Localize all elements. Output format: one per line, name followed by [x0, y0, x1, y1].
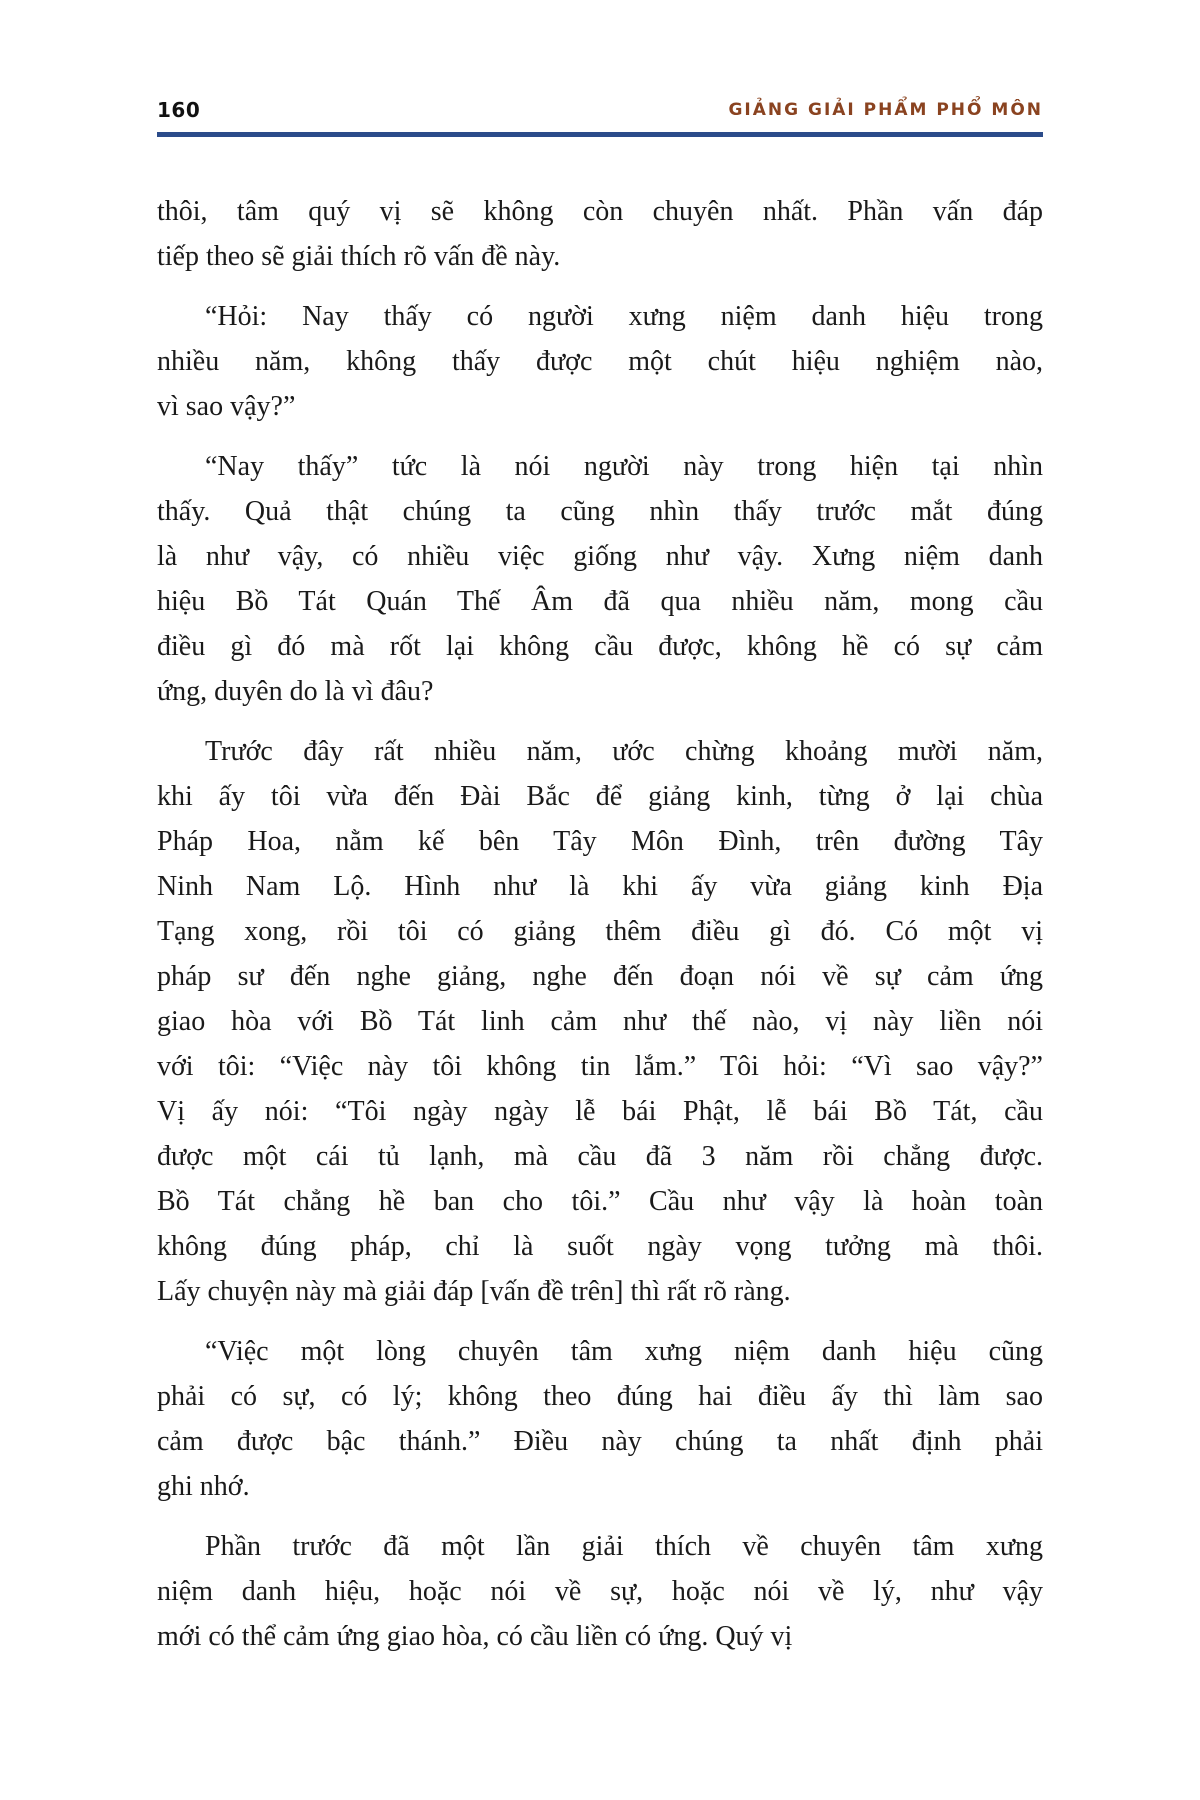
text-line: thấy. Quả thật chúng ta cũng nhìn thấy trước mắt đúng — [157, 496, 1043, 527]
paragraph — [157, 444, 1043, 714]
text-line: Ninh Nam Lộ. Hình như là khi ấy vừa giảng kinh Địa — [157, 871, 1043, 902]
text-line: là như vậy, có nhiều việc giống như vậy. Xưng niệm danh — [157, 541, 1043, 572]
paragraph — [157, 189, 1043, 279]
body-text — [157, 189, 1043, 1674]
text-line: nhiều năm, không thấy được một chút hiệu nghiệm nào, — [157, 346, 1043, 377]
text-line: thôi, tâm quý vị sẽ không còn chuyên nhất. Phần vấn đáp — [157, 196, 1043, 227]
text-line: hiệu Bồ Tát Quán Thế Âm đã qua nhiều năm, mong cầu — [157, 586, 1043, 617]
text-line: “Hỏi: Nay thấy có người xưng niệm danh hiệu trong — [205, 301, 1043, 332]
text-line: được một cái tủ lạnh, mà cầu đã 3 năm rồi chẳng được. — [157, 1141, 1043, 1172]
text-line: niệm danh hiệu, hoặc nói về sự, hoặc nói về lý, như vậy — [157, 1576, 1043, 1607]
paragraph — [157, 1329, 1043, 1509]
page-number: 160 — [157, 98, 201, 122]
text-line: không đúng pháp, chỉ là suốt ngày vọng tưởng mà thôi. — [157, 1231, 1043, 1262]
text-line: Phần trước đã một lần giải thích về chuyên tâm xưng — [205, 1531, 1043, 1562]
text-line: Lấy chuyện này mà giải đáp [vấn đề trên] thì rất rõ ràng. — [157, 1276, 791, 1307]
text-line: cảm được bậc thánh.” Điều này chúng ta nhất định phải — [157, 1426, 1043, 1457]
paragraph — [157, 729, 1043, 1314]
text-line: ghi nhớ. — [157, 1471, 250, 1502]
running-header — [157, 96, 1043, 126]
text-line: Pháp Hoa, nằm kế bên Tây Môn Đình, trên đường Tây — [157, 826, 1043, 857]
text-line: phải có sự, có lý; không theo đúng hai điều ấy thì làm sao — [157, 1381, 1043, 1412]
text-line: “Nay thấy” tức là nói người này trong hiện tại nhìn — [205, 451, 1043, 482]
paragraph — [157, 1524, 1043, 1659]
text-line: Trước đây rất nhiều năm, ước chừng khoảng mười năm, — [205, 736, 1043, 767]
text-line: “Việc một lòng chuyên tâm xưng niệm danh hiệu cũng — [205, 1336, 1043, 1367]
text-line: ứng, duyên do là vì đâu? — [157, 676, 434, 707]
text-line: khi ấy tôi vừa đến Đài Bắc để giảng kinh, từng ở lại chùa — [157, 781, 1043, 812]
book-title: GIẢNG GIẢI PHẨM PHỔ MÔN — [728, 100, 1043, 120]
text-line: mới có thể cảm ứng giao hòa, có cầu liền có ứng. Quý vị — [157, 1621, 793, 1652]
text-line: tiếp theo sẽ giải thích rõ vấn đề này. — [157, 241, 561, 272]
paragraph — [157, 294, 1043, 429]
text-line: với tôi: “Việc này tôi không tin lắm.” Tôi hỏi: “Vì sao vậy?” — [157, 1051, 1043, 1082]
text-line: vì sao vậy?” — [157, 391, 296, 422]
header-divider — [157, 132, 1043, 137]
text-line: Tạng xong, rồi tôi có giảng thêm điều gì đó. Có một vị — [157, 916, 1043, 947]
text-line: điều gì đó mà rốt lại không cầu được, không hề có sự cảm — [157, 631, 1043, 662]
text-line: pháp sư đến nghe giảng, nghe đến đoạn nói về sự cảm ứng — [157, 961, 1043, 992]
text-line: giao hòa với Bồ Tát linh cảm như thế nào, vị này liền nói — [157, 1006, 1043, 1037]
text-line: Bồ Tát chẳng hề ban cho tôi.” Cầu như vậy là hoàn toàn — [157, 1186, 1043, 1217]
text-line: Vị ấy nói: “Tôi ngày ngày lễ bái Phật, lễ bái Bồ Tát, cầu — [157, 1096, 1043, 1127]
